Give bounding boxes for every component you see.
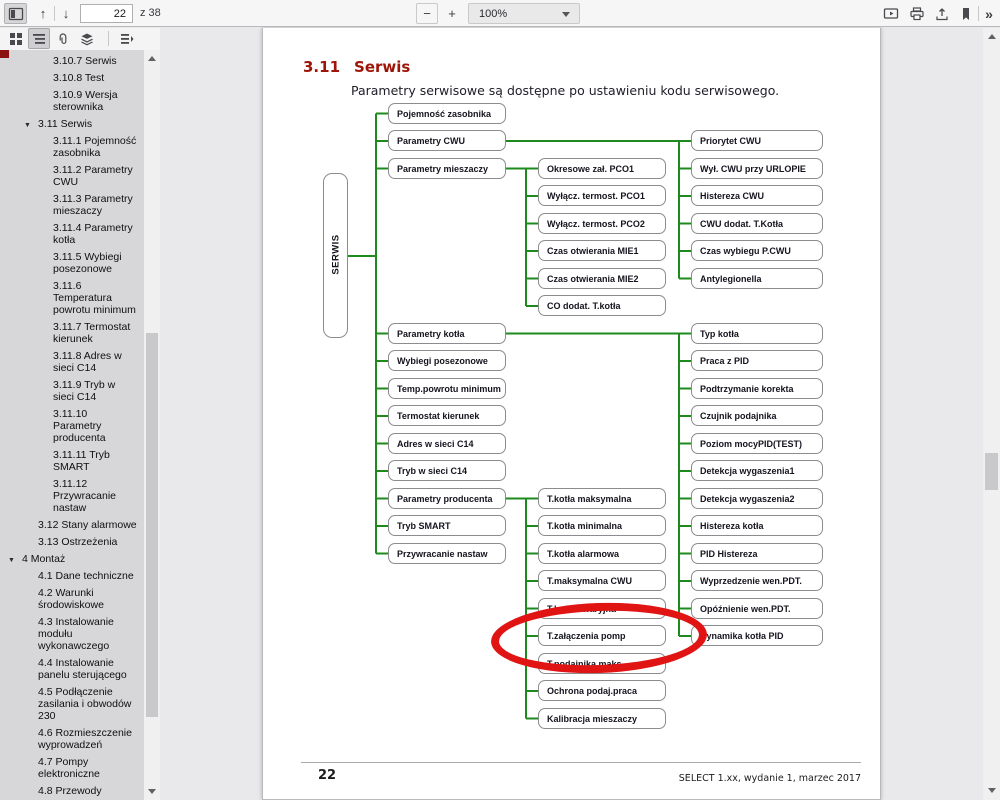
outline-item[interactable]: 3.11.2 Parametry CWU	[53, 164, 133, 188]
diagram-node: Detekcja wygaszenia1	[691, 460, 823, 481]
zoom-level-value: 100%	[479, 7, 508, 20]
diagram-node: Tryb SMART	[388, 515, 506, 536]
more-tools-button[interactable]	[980, 3, 998, 24]
toolbar	[0, 0, 1000, 27]
outline-item-label: 4 Montaż	[22, 553, 66, 565]
diagram-node: T.kotła minimalna	[538, 515, 666, 536]
outline-item[interactable]: 3.11.11 Tryb SMART	[53, 449, 110, 473]
footer-edition: SELECT 1.xx, wydanie 1, marzec 2017	[678, 773, 861, 784]
diagram-root-label: SERWIS	[330, 234, 342, 275]
outline-item[interactable]: 3.13 Ostrzeżenia	[38, 536, 118, 548]
diagram-node: Temp.powrotu minimum	[388, 378, 506, 399]
diagram-node: Okresowe zał. PCO1	[538, 158, 666, 179]
diagram-node: Wyłącz. termost. PCO2	[538, 213, 666, 234]
current-outline-item-button[interactable]	[116, 28, 138, 49]
outline-item[interactable]: 3.11.7 Termostat kierunek	[53, 321, 131, 345]
red-marker	[0, 50, 9, 58]
outline-item-label: 3.11 Serwis	[38, 118, 93, 130]
diagram-node: T.maksymalna CWU	[538, 570, 666, 591]
scroll-up-icon[interactable]	[148, 56, 156, 61]
zoom-level-select[interactable]	[468, 3, 580, 24]
diagram-node: Dynamika kotła PID	[691, 625, 823, 646]
outline-item[interactable]: 3.10.7 Serwis	[53, 55, 117, 67]
outline-list-icon	[32, 32, 46, 46]
diagram-node: Przywracanie nastaw	[388, 543, 506, 564]
diagram-node: Pojemność zasobnika	[388, 103, 506, 124]
outline-item[interactable]: 3.11.8 Adres w sieci C14	[53, 350, 122, 374]
diagram-node: Termostat kierunek	[388, 405, 506, 426]
sidebar-icon	[8, 6, 24, 22]
bookmark-button[interactable]	[956, 3, 976, 24]
thumbnails-grid-icon	[9, 32, 23, 46]
footer-page-number: 22	[318, 768, 337, 783]
scroll-up-icon[interactable]	[988, 34, 996, 39]
diagram-node: T.kotła maksymalna	[538, 488, 666, 509]
diagram-node: T.kotła alarmowa	[538, 543, 666, 564]
diagram-node: Czas otwierania MIE1	[538, 240, 666, 261]
outline-item[interactable]: 3.11.3 Parametry mieszaczy	[53, 193, 133, 217]
presentation-mode-button[interactable]	[880, 3, 902, 24]
print-icon	[909, 6, 925, 22]
diagram-root-node	[323, 173, 348, 338]
diagram-node: Detekcja wygaszenia2	[691, 488, 823, 509]
save-button[interactable]	[931, 3, 953, 24]
outline-item[interactable]: 3.11.10 Parametry producenta	[53, 408, 106, 444]
diagram-node: T.kotła awaryjna	[538, 598, 666, 619]
download-icon	[934, 6, 950, 22]
diagram-node: Praca z PID	[691, 350, 823, 371]
divider	[54, 6, 55, 21]
down-arrow-icon: ↓	[62, 6, 70, 21]
outline-item[interactable]: 3.11.5 Wybiegi posezonowe	[53, 251, 122, 275]
diagram-node: Czas wybiegu P.CWU	[691, 240, 823, 261]
paperclip-icon	[56, 32, 70, 46]
diagram-node: Parametry CWU	[388, 130, 506, 151]
diagram-node: Podtrzymanie korekta	[691, 378, 823, 399]
diagram-node: Czas otwierania MIE2	[538, 268, 666, 289]
outline-tab[interactable]	[28, 28, 50, 49]
presentation-icon	[883, 6, 899, 22]
current-outline-icon	[120, 32, 134, 46]
thumbnails-tab[interactable]	[5, 28, 27, 49]
outline-item[interactable]: 4.6 Rozmieszczenie wyprowadzeń	[38, 727, 132, 751]
section-name: Serwis	[354, 58, 411, 76]
diagram-node: Adres w sieci C14	[388, 433, 506, 454]
diagram-node: Parametry kotła	[388, 323, 506, 344]
next-page-button[interactable]	[56, 3, 76, 24]
diagram-node: Parametry producenta	[388, 488, 506, 509]
sidebar-scrollbar-thumb[interactable]	[146, 333, 158, 717]
minus-icon: −	[423, 6, 431, 21]
diagram-node: Priorytet CWU	[691, 130, 823, 151]
diagram-node: Antylegionella	[691, 268, 823, 289]
divider	[978, 6, 979, 21]
outline-item[interactable]: 3.11.6 Temperatura powrotu minimum	[53, 280, 136, 316]
outline-item[interactable]: 4.8 Przewody	[38, 785, 102, 797]
outline-panel	[0, 50, 144, 800]
sidebar-toggle-button[interactable]	[4, 3, 27, 24]
document-page	[262, 28, 881, 800]
sidebar-tab-bar	[0, 28, 160, 50]
diagram-node: Wyłącz. termost. PCO1	[538, 185, 666, 206]
diagram-node: Wybiegi posezonowe	[388, 350, 506, 371]
outline-item[interactable]: 3.11.1 Pojemność zasobnika	[53, 135, 137, 159]
diagram-node: Kalibracja mieszaczy	[538, 708, 666, 729]
diagram-node: Histereza CWU	[691, 185, 823, 206]
scroll-down-icon[interactable]	[148, 789, 156, 794]
chevron-down-icon	[562, 12, 570, 17]
diagram-node: Czujnik podajnika	[691, 405, 823, 426]
outline-item[interactable]: 3.11.9 Tryb w sieci C14	[53, 379, 116, 403]
diagram-node: Poziom mocyPID(TEST)	[691, 433, 823, 454]
outline-item[interactable]: 4.5 Podłączenie zasilania i obwodów 230	[38, 686, 132, 722]
outline-item[interactable]: 4.4 Instalowanie panelu sterującego	[38, 657, 127, 681]
page-number-input[interactable]	[80, 4, 133, 23]
main-scrollbar-thumb[interactable]	[985, 453, 998, 490]
chevrons-right-icon: »	[985, 5, 993, 22]
sidebar-scrollbar[interactable]	[144, 50, 160, 800]
bookmark-icon	[958, 6, 974, 22]
sidebar	[0, 50, 160, 800]
layers-icon	[80, 32, 94, 46]
outline-item[interactable]: 3.12 Stany alarmowe	[38, 519, 137, 531]
caret-down-icon[interactable]: ▼	[24, 122, 31, 129]
intro-paragraph: Parametry serwisowe są dostępne po ustawieniu kodu serwisowego.	[351, 83, 780, 98]
outline-item[interactable]: 3.10.8 Test	[53, 72, 105, 84]
diagram-node: Tryb w sieci C14	[388, 460, 506, 481]
page-count-label: z 38	[140, 7, 161, 19]
outline-item[interactable]: 4.3 Instalowanie modułu wykonawczego	[38, 616, 114, 652]
main-scrollbar[interactable]	[983, 28, 1000, 800]
diagram-node: CO dodat. T.kotła	[538, 295, 666, 316]
diagram-node: CWU dodat. T.Kotła	[691, 213, 823, 234]
caret-down-icon[interactable]: ▼	[8, 557, 15, 564]
diagram-node: Parametry mieszaczy	[388, 158, 506, 179]
section-number: 3.11	[303, 58, 341, 76]
scroll-down-icon[interactable]	[988, 788, 996, 793]
diagram-node: Ochrona podaj.praca	[538, 680, 666, 701]
layers-tab[interactable]	[76, 28, 98, 49]
diagram-node: Opóźnienie wen.PDT.	[691, 598, 823, 619]
diagram-node-highlighted: T.załączenia pomp	[538, 625, 666, 646]
plus-icon: +	[448, 6, 456, 21]
attachments-tab[interactable]	[52, 28, 74, 49]
outline-item[interactable]: 4.2 Warunki środowiskowe	[38, 587, 104, 611]
diagram-node: T.podajnika maks.	[538, 653, 666, 674]
outline-item[interactable]	[0, 553, 144, 565]
diagram-node: Wyprzedzenie wen.PDT.	[691, 570, 823, 591]
outline-item[interactable]: 3.10.9 Wersja sterownika	[53, 89, 118, 113]
outline-item[interactable]: 3.11.12 Przywracanie nastaw	[53, 478, 117, 514]
diagram-node: Histereza kotła	[691, 515, 823, 536]
diagram-node: PID Histereza	[691, 543, 823, 564]
outline-item[interactable]: 3.11.4 Parametry kotła	[53, 222, 133, 246]
print-button[interactable]	[906, 3, 928, 24]
diagram-node: Wył. CWU przy URLOPIE	[691, 158, 823, 179]
diagram-node: Typ kotła	[691, 323, 823, 344]
outline-item[interactable]	[0, 118, 144, 130]
previous-page-button[interactable]	[33, 3, 53, 24]
zoom-in-button[interactable]	[441, 3, 463, 24]
zoom-out-button[interactable]	[416, 3, 438, 24]
outline-item[interactable]: 4.1 Dane techniczne	[38, 570, 134, 582]
divider	[108, 31, 109, 46]
up-arrow-icon: ↑	[39, 6, 47, 21]
outline-item[interactable]: 4.7 Pompy elektroniczne	[38, 756, 100, 780]
